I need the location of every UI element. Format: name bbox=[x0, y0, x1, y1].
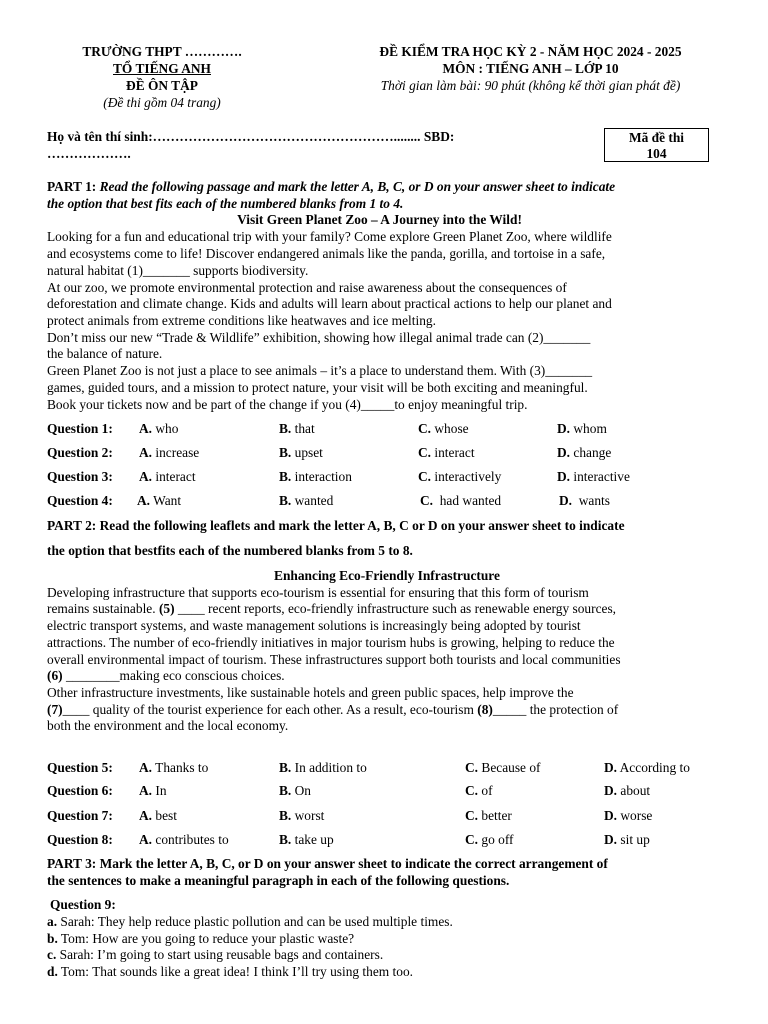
part2-text-line: electric transport systems, and waste management solutions is increasingly being adopted by tourist bbox=[47, 618, 581, 633]
option-c[interactable]: C. had wanted bbox=[420, 493, 502, 508]
part1-text-line: Book your tickets now and be part of the change if you (4)_____to enjoy meaningful trip. bbox=[47, 397, 528, 412]
question-label: Question 2: bbox=[47, 445, 113, 460]
part2-text-line: remains sustainable. (5) ____ recent reports, eco-friendly infrastructure such as renewable energy sources, bbox=[47, 601, 617, 616]
part1-text-line: and ecosystems come to life! Discover endangered animals like the panda, gorilla, and tortoise in a safe, bbox=[47, 246, 606, 261]
question-label: Question 5: bbox=[47, 760, 113, 775]
option-c[interactable]: C. whose bbox=[418, 421, 469, 436]
part3-instruction-line2: the sentences to make a meaningful paragraph in each of the following questions. bbox=[47, 873, 510, 888]
question-label: Question 9: bbox=[50, 897, 116, 912]
department-name: TỔ TIẾNG ANH bbox=[113, 61, 211, 76]
option-c[interactable]: C. go off bbox=[465, 832, 514, 847]
option-c[interactable]: C. interactively bbox=[418, 469, 502, 484]
option-b[interactable]: B. upset bbox=[279, 445, 323, 460]
question-label: Question 6: bbox=[47, 783, 113, 798]
option-a[interactable]: A. Thanks to bbox=[139, 760, 209, 775]
exam-code-value: 104 bbox=[646, 146, 667, 161]
option-a[interactable]: A. contributes to bbox=[139, 832, 229, 847]
option-b[interactable]: B. In addition to bbox=[279, 760, 367, 775]
candidate-dots: ………………. bbox=[47, 146, 131, 161]
part1-text-line: the balance of nature. bbox=[47, 346, 163, 361]
part1-text-line: protect animals from extreme conditions like heatwaves and ice melting. bbox=[47, 313, 436, 328]
option-c[interactable]: C. Because of bbox=[465, 760, 541, 775]
part1-title: Visit Green Planet Zoo – A Journey into the Wild! bbox=[237, 212, 522, 227]
option-a[interactable]: A. In bbox=[139, 783, 167, 798]
part2-title: Enhancing Eco-Friendly Infrastructure bbox=[274, 568, 500, 583]
question-label: Question 8: bbox=[47, 832, 113, 847]
exam-time: Thời gian làm bài: 90 phút (không kể thời gian phát đề) bbox=[380, 78, 681, 93]
arrangement-item: b. Tom: How are you going to reduce your plastic waste? bbox=[47, 931, 355, 946]
option-a[interactable]: A. who bbox=[139, 421, 179, 436]
part2-instruction-line1: PART 2: Read the following leaflets and mark the letter A, B, C or D on your answer sheet to indicate bbox=[47, 518, 625, 533]
candidate-name-line: Họ và tên thí sinh:………………………………………………........ SBD: bbox=[47, 129, 455, 144]
arrangement-item: c. Sarah: I’m going to start using reusable bags and containers. bbox=[47, 947, 384, 962]
option-d[interactable]: D. According to bbox=[604, 760, 690, 775]
part2-instruction-line2: the option that bestfits each of the numbered blanks from 5 to 8. bbox=[47, 543, 413, 558]
option-c[interactable]: C. of bbox=[465, 783, 493, 798]
option-a[interactable]: A. increase bbox=[139, 445, 200, 460]
option-d[interactable]: D. about bbox=[604, 783, 651, 798]
part1-text-line: Looking for a fun and educational trip with your family? Come explore Green Planet Zoo, where wildlife bbox=[47, 229, 612, 244]
part2-text-line: Developing infrastructure that supports eco-tourism is essential for ensuring that this form of tourism bbox=[47, 585, 589, 600]
option-b[interactable]: B. wanted bbox=[279, 493, 334, 508]
option-d[interactable]: D. interactive bbox=[557, 469, 630, 484]
part1-label: PART 1: bbox=[47, 179, 97, 194]
part1-text-line: Don’t miss our new “Trade & Wildlife” exhibition, showing how illegal animal trade can (2)_______ bbox=[47, 330, 591, 345]
exam-title: ĐỀ KIỂM TRA HỌC KỲ 2 - NĂM HỌC 2024 - 2025 bbox=[379, 44, 682, 59]
question-label: Question 7: bbox=[47, 808, 113, 823]
option-d[interactable]: D. change bbox=[557, 445, 612, 460]
pages-note: (Đề thi gồm 04 trang) bbox=[103, 95, 221, 110]
part1-instruction-line2: the option that best fits each of the numbered blanks from 1 to 4. bbox=[47, 196, 404, 211]
option-d[interactable]: D. wants bbox=[559, 493, 610, 508]
option-a[interactable]: A. Want bbox=[137, 493, 182, 508]
option-b[interactable]: B. interaction bbox=[279, 469, 352, 484]
arrangement-item: a. Sarah: They help reduce plastic pollution and can be used multiple times. bbox=[47, 914, 453, 929]
part1-text-line: deforestation and climate change. Kids and adults will learn about practical actions to help our planet and bbox=[47, 296, 612, 311]
question-label: Question 1: bbox=[47, 421, 113, 436]
option-b[interactable]: B. On bbox=[279, 783, 312, 798]
part1-text-line: natural habitat (1)_______ supports biodiversity. bbox=[47, 263, 309, 278]
option-c[interactable]: C. better bbox=[465, 808, 512, 823]
part1-instruction-line1: Read the following passage and mark the letter A, B, C, or D on your answer sheet to indicate bbox=[99, 179, 616, 194]
part1-instruction bbox=[47, 179, 615, 196]
option-a[interactable]: A. best bbox=[139, 808, 177, 823]
option-c[interactable]: C. interact bbox=[418, 445, 475, 460]
question-label: Question 4: bbox=[47, 493, 113, 508]
option-b[interactable]: B. take up bbox=[279, 832, 334, 847]
option-d[interactable]: D. whom bbox=[557, 421, 607, 436]
arrangement-item: d. Tom: That sounds like a great idea! I think I’ll try using them too. bbox=[47, 964, 414, 979]
school-name: TRƯỜNG THPT …………. bbox=[82, 44, 242, 59]
part2-text-line: (6) ________making eco conscious choices. bbox=[47, 668, 285, 683]
part2-text-line: both the environment and the local economy. bbox=[47, 718, 289, 733]
part1-text-line: Green Planet Zoo is not just a place to see animals – it’s a place to understand them. With (3)_______ bbox=[47, 363, 593, 378]
part2-text-line: attractions. The number of eco-friendly initiatives in major tourism hubs is growing, helping to reduce the bbox=[47, 635, 615, 650]
review-title: ĐỀ ÔN TẬP bbox=[126, 78, 198, 93]
part2-text-line: overall environmental impact of tourism. These infrastructures support both tourists and local communities bbox=[47, 652, 621, 667]
part2-text-line: Other infrastructure investments, like sustainable hotels and green public spaces, help improve the bbox=[47, 685, 574, 700]
question-label: Question 3: bbox=[47, 469, 113, 484]
exam-code-box bbox=[604, 128, 709, 162]
part3-instruction-line1: PART 3: Mark the letter A, B, C, or D on your answer sheet to indicate the correct arrangement of bbox=[47, 856, 608, 871]
part1-text-line: At our zoo, we promote environmental protection and raise awareness about the consequences of bbox=[47, 280, 567, 295]
option-d[interactable]: D. worse bbox=[604, 808, 653, 823]
option-a[interactable]: A. interact bbox=[139, 469, 196, 484]
part1-text-line: games, guided tours, and a mission to protect nature, your visit will be both exciting and meaningful. bbox=[47, 380, 588, 395]
subject: MÔN : TIẾNG ANH – LỚP 10 bbox=[442, 61, 619, 76]
exam-code-label: Mã đề thi bbox=[628, 130, 685, 145]
option-b[interactable]: B. that bbox=[279, 421, 315, 436]
option-b[interactable]: B. worst bbox=[279, 808, 325, 823]
part2-text-line: (7)____ quality of the tourist experience for each other. As a result, eco-tourism (8)_____ the protection of bbox=[47, 702, 619, 717]
option-d[interactable]: D. sit up bbox=[604, 832, 650, 847]
